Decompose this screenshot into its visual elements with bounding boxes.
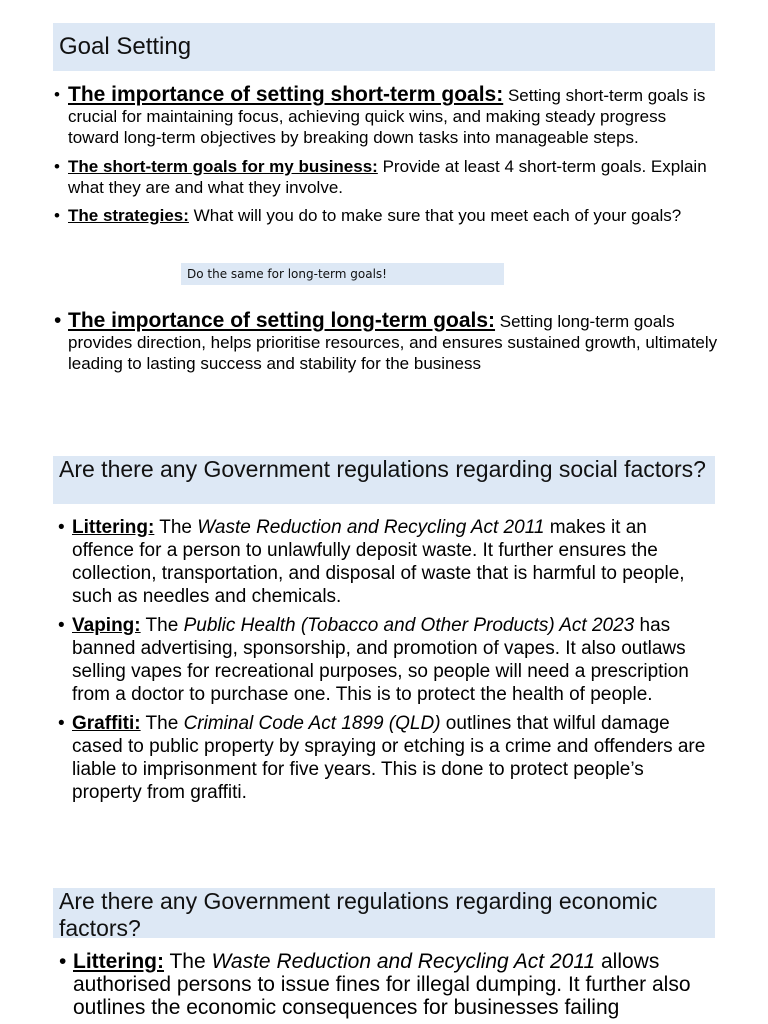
item-label: The short-term goals for my business: bbox=[68, 157, 378, 176]
item-label: The importance of setting long-term goals: bbox=[68, 309, 496, 332]
item-pre: The bbox=[163, 950, 212, 973]
item-text: makes it an offence for a person to unlawfully deposit waste. It further ensures the collection, transportation, and disposal of waste that is harmful to people, such as needles and chemicals. bbox=[72, 517, 685, 607]
bullet-icon: • bbox=[59, 950, 67, 973]
bullet-icon: • bbox=[54, 157, 60, 176]
short-term-goals-list bbox=[54, 83, 718, 226]
item-text: What will you do to make sure that you meet each of your goals? bbox=[188, 206, 682, 225]
list-item bbox=[58, 712, 714, 804]
item-text: Provide at least 4 short-term goals. Explain what they are and what they involve. bbox=[68, 157, 707, 197]
item-pre: The bbox=[140, 615, 184, 636]
item-pre: The bbox=[140, 713, 184, 734]
list-item bbox=[54, 309, 718, 374]
economic-regulations-list bbox=[59, 950, 713, 1019]
goal-setting-heading: Goal Setting bbox=[53, 23, 715, 71]
list-item bbox=[58, 516, 714, 608]
bullet-icon: • bbox=[54, 206, 60, 225]
bullet-icon: • bbox=[58, 713, 65, 734]
bullet-icon: • bbox=[54, 85, 60, 104]
item-label: Littering: bbox=[72, 517, 155, 538]
item-label: The importance of setting short-term goals: bbox=[68, 83, 504, 106]
economic-factors-heading: Are there any Government regulations regarding economic factors? bbox=[53, 888, 715, 938]
item-text: has banned advertising, sponsorship, and promotion of vapes. It also outlaws selling vapes for recreational purposes, so people will need a prescription from a doctor to purchase one. This is to protect the health of people. bbox=[72, 615, 689, 705]
item-text: outlines that wilful damage cased to public property by spraying or etching is a crime and offenders are liable to imprisonment for five years. This is done to protect people’s property from graffiti. bbox=[72, 713, 706, 803]
item-pre: The bbox=[154, 517, 198, 538]
item-label: Vaping: bbox=[72, 615, 141, 636]
list-item bbox=[54, 205, 718, 226]
item-label: Graffiti: bbox=[72, 713, 141, 734]
bullet-icon: • bbox=[58, 615, 65, 636]
list-item bbox=[58, 614, 714, 706]
bullet-icon: • bbox=[58, 517, 65, 538]
item-text: Setting long-term goals provides direction, helps prioritise resources, and ensures sustained growth, ultimately leading to lasting success and stability for the business bbox=[68, 312, 718, 373]
list-item bbox=[59, 950, 713, 1019]
act-name: Waste Reduction and Recycling Act 2011 bbox=[197, 517, 545, 538]
social-regulations-list bbox=[58, 516, 714, 804]
long-term-goals-list bbox=[54, 309, 718, 374]
social-factors-heading: Are there any Government regulations regarding social factors? bbox=[53, 456, 715, 504]
act-name: Public Health (Tobacco and Other Products) Act 2023 bbox=[183, 615, 635, 636]
long-term-note: Do the same for long-term goals! bbox=[181, 263, 504, 285]
item-text: Setting short-term goals is crucial for maintaining focus, achieving quick wins, and making steady progress toward long-term objectives by breaking down tasks into manageable steps. bbox=[68, 86, 706, 147]
list-item bbox=[54, 83, 718, 148]
list-item bbox=[54, 156, 718, 198]
act-name: Waste Reduction and Recycling Act 2011 bbox=[211, 950, 596, 973]
act-name: Criminal Code Act 1899 (QLD) bbox=[183, 713, 441, 734]
bullet-icon: • bbox=[54, 309, 62, 332]
item-text: allows authorised persons to issue fines for illegal dumping. It further also outlines the economic consequences for businesses failing bbox=[73, 950, 691, 1019]
item-label: Littering: bbox=[73, 950, 164, 973]
item-label: The strategies: bbox=[68, 206, 189, 225]
